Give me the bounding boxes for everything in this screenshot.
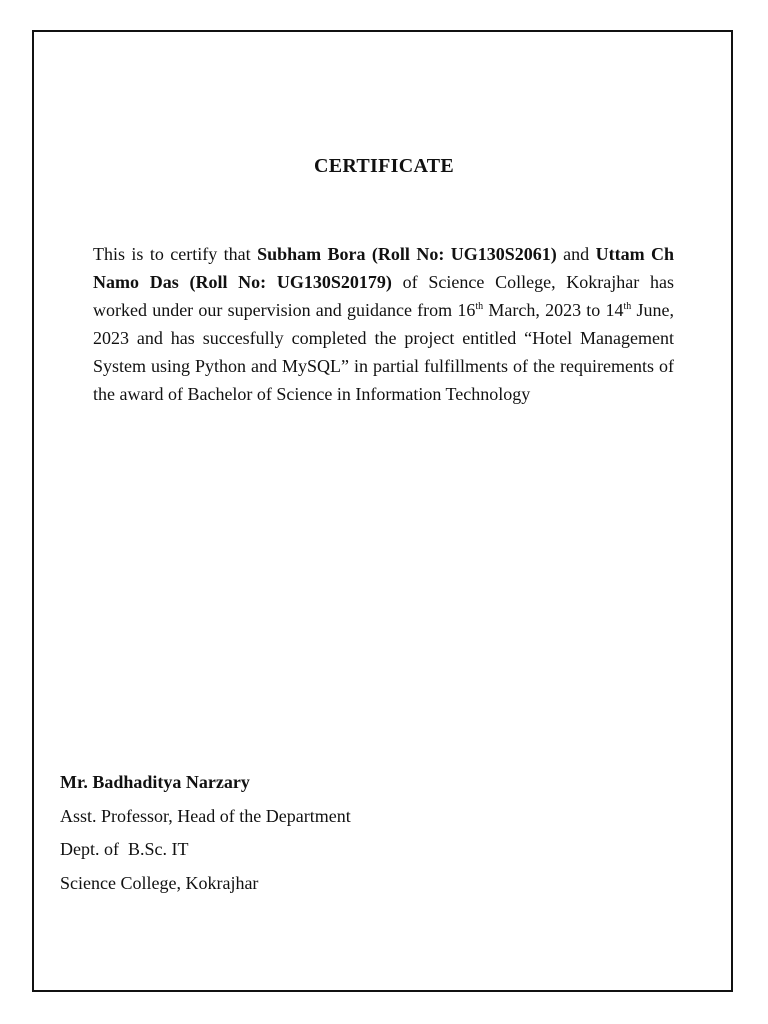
- signatory-name: Mr. Badhaditya Narzary: [60, 772, 250, 792]
- ordinal-suffix: th: [475, 301, 484, 312]
- student-2-name: Uttam Ch Namo Das (Roll No: UG130S20179): [93, 244, 675, 292]
- certificate-body: [93, 240, 674, 408]
- body-text-part: of Science College, Kokrajhar has worked under our supervision and guidance from 16: [93, 272, 674, 320]
- body-text-part: March, 2023 to 14: [483, 300, 624, 320]
- body-text-part: This is to certify that: [93, 244, 258, 264]
- signatory-department: Dept. of B.Sc. IT: [60, 839, 189, 859]
- signatory-designation: Asst. Professor, Head of the Department: [60, 806, 351, 826]
- certificate-title: CERTIFICATE: [313, 155, 455, 177]
- ordinal-suffix: th: [623, 301, 632, 312]
- student-1-name: Subham Bora (Roll No: UG130S2061): [257, 244, 557, 264]
- signatory-college: Science College, Kokrajhar: [60, 873, 259, 893]
- body-text-part: and: [556, 244, 596, 264]
- body-text-part: June, 2023 and has succesfully completed the project entitled “Hotel Management System using Python and MySQL” in partial fulfillments of the requirements of the award of Bachelor of Science in Information Technology: [93, 300, 674, 404]
